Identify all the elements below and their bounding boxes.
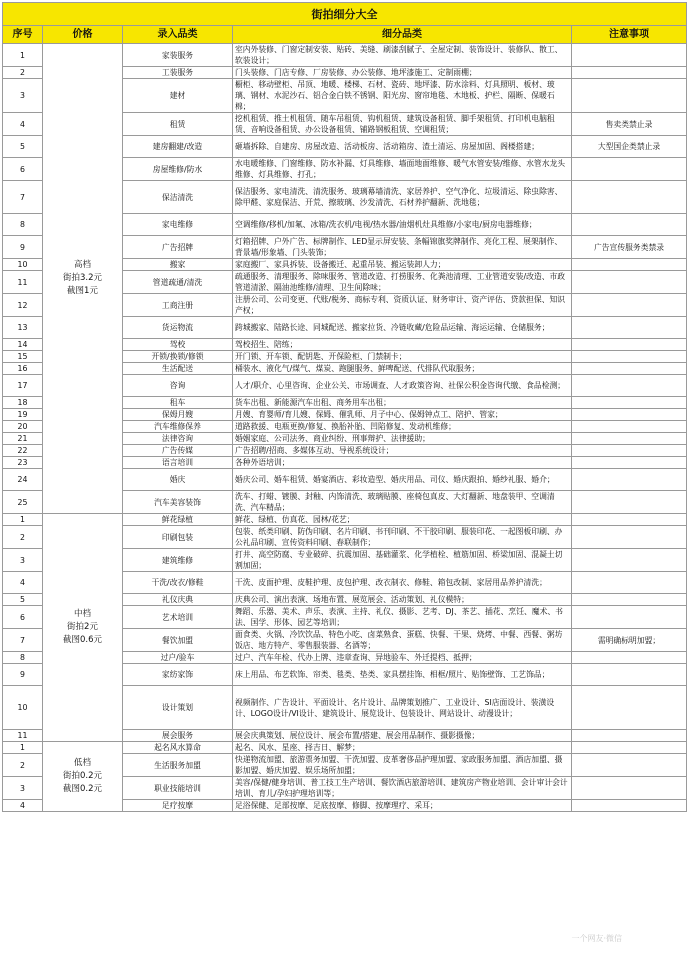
category-cell: 搬家 (123, 259, 233, 271)
subcategory-cell: 空调维修/移机/加氟、冰箱/洗衣机/电视/热水器/油烟机灶具维修/小家电/厨房电器维修； (233, 214, 572, 236)
category-cell: 房屋维修/防水 (123, 158, 233, 181)
note-cell (572, 514, 687, 526)
row-number: 25 (3, 491, 43, 514)
row-number: 2 (3, 526, 43, 549)
note-cell (572, 363, 687, 375)
note-cell (572, 594, 687, 606)
header-subcategory: 细分品类 (233, 26, 572, 44)
category-table (2, 2, 687, 812)
subcategory-cell: 各种外语培训； (233, 457, 572, 469)
row-number: 18 (3, 397, 43, 409)
note-cell (572, 67, 687, 79)
category-cell: 租车 (123, 397, 233, 409)
row-number: 8 (3, 214, 43, 236)
category-cell: 足疗按摩 (123, 800, 233, 812)
subcategory-cell: 水电暖维修、门窗维修、防水补漏、灯具维修、墙面地面维修、暖气水管安装/维修、水管水龙头维修、灯具维修、打孔； (233, 158, 572, 181)
category-cell: 干洗/改衣/修鞋 (123, 572, 233, 594)
subcategory-cell: 打井、高空防腐、专业破碎、抗震加固、基础灌浆、化学植栓、植筋加固、桥梁加固、混凝土切割加固； (233, 549, 572, 572)
row-number: 11 (3, 730, 43, 742)
note-cell (572, 79, 687, 113)
subcategory-cell: 过户、汽车年检、代办上牌、违章查询、异地验车、外迁提档、抵押； (233, 652, 572, 664)
row-number: 7 (3, 181, 43, 214)
note-cell (572, 445, 687, 457)
subcategory-cell: 面食类、火锅、冷饮饮品、特色小吃、卤菜熟食、蛋糕、快餐、干果、烧烤、中餐、西餐、粥坊饭店、地方特产、零售服装器、名酒等； (233, 629, 572, 652)
category-cell: 法律咨询 (123, 433, 233, 445)
note-cell (572, 457, 687, 469)
category-cell: 货运物流 (123, 317, 233, 339)
category-cell: 建材 (123, 79, 233, 113)
note-cell (572, 271, 687, 294)
category-cell: 咨询 (123, 375, 233, 397)
row-number: 3 (3, 79, 43, 113)
row-number: 12 (3, 294, 43, 317)
header-note: 注意事项 (572, 26, 687, 44)
subcategory-cell: 注册公司、公司变更、代账/税务、商标专利、资质认证、财务审计、资产评估、贷款担保、知识产权； (233, 294, 572, 317)
note-cell (572, 686, 687, 730)
note-cell (572, 754, 687, 777)
note-cell (572, 158, 687, 181)
watermark: 一个网友·微信 (571, 934, 622, 943)
row-number: 22 (3, 445, 43, 457)
row-number: 4 (3, 800, 43, 812)
note-cell (572, 259, 687, 271)
price-tier: 高档 街拍3.2元 截图1元 (43, 44, 123, 514)
table-row (3, 514, 687, 526)
subcategory-cell: 月嫂、育婴师/育儿嫂、保姆、催乳师、月子中心、保姆钟点工、陪护、管家； (233, 409, 572, 421)
category-cell: 建房翻建/改造 (123, 136, 233, 158)
subcategory-cell: 起名、风水、星座、择吉日、解梦； (233, 742, 572, 754)
subcategory-cell: 婚姻家庭、公司法务、商业纠纷、刑事辩护、法律援助； (233, 433, 572, 445)
row-number: 1 (3, 44, 43, 67)
subcategory-cell: 庆典公司、演出表演、场地布置、展览展会、活动策划、礼仪模特； (233, 594, 572, 606)
row-number: 5 (3, 594, 43, 606)
note-cell (572, 294, 687, 317)
subcategory-cell: 橱柜、移动壁柜、吊顶、地暖、楼梯、石材、瓷砖、地坪漆、防水涂料、灯具照明、板材、玻璃、钢材、水泥沙石、铝合金白铁不锈钢、阳光房、窗帘地毯、木地板、护栏、隔断、保暖石棉； (233, 79, 572, 113)
subcategory-cell: 广告招聘/招商、多媒体互动、导视系统设计； (233, 445, 572, 457)
header-no: 序号 (3, 26, 43, 44)
row-number: 10 (3, 686, 43, 730)
subcategory-cell: 床上用品、布艺软饰、帘类、毯类、垫类、家具摆挂饰、相框/照片、贴饰壁饰、工艺饰品； (233, 664, 572, 686)
subcategory-cell: 桶装水、液化气/煤气、煤炭、跑腿服务、鲜啤配送、代排队代取服务； (233, 363, 572, 375)
subcategory-cell: 挖机租赁、推土机租赁、随车吊租赁、钩机租赁、建筑设备租赁、脚手架租赁、打印机电脑租赁、音响设备租赁、办公设备租赁、铺路钢板租赁、空调租赁； (233, 113, 572, 136)
row-number: 21 (3, 433, 43, 445)
row-number: 10 (3, 259, 43, 271)
row-number: 7 (3, 629, 43, 652)
subcategory-cell: 跨城搬家、陆路长途、同城配送、搬家拉货、冷链收藏/危险品运输、海运运输、仓储服务； (233, 317, 572, 339)
category-cell: 过户/验车 (123, 652, 233, 664)
subcategory-cell: 保洁服务、家电清洗、清洗服务、玻璃幕墙清洗、家居养护、空气净化、垃圾清运、除虫除害、除甲醛、家庭保洁、开荒、擦玻璃、沙发清洗、石材养护翻新、洗地毯； (233, 181, 572, 214)
row-number: 23 (3, 457, 43, 469)
row-number: 19 (3, 409, 43, 421)
note-cell (572, 44, 687, 67)
row-number: 9 (3, 236, 43, 259)
sheet-title: 街拍细分大全 (3, 3, 687, 26)
note-cell (572, 606, 687, 629)
note-cell (572, 214, 687, 236)
category-cell: 汽车美容装饰 (123, 491, 233, 514)
subcategory-cell: 砸墙拆除、自建房、房屋改造、活动板房、活动箱房、渣土清运、房屋加固、阁楼搭建； (233, 136, 572, 158)
category-cell: 职业技能培训 (123, 777, 233, 800)
row-number: 6 (3, 158, 43, 181)
subcategory-cell: 快递物流加盟、旅游票务加盟、干洗加盟、皮革奢侈品护理加盟、家政服务加盟、酒店加盟、摄影加盟、婚庆加盟、娱乐场所加盟； (233, 754, 572, 777)
category-cell: 婚庆 (123, 469, 233, 491)
note-cell (572, 339, 687, 351)
category-cell: 租赁 (123, 113, 233, 136)
row-number: 2 (3, 754, 43, 777)
spreadsheet (2, 2, 686, 812)
subcategory-cell: 灯箱招牌、户外广告、标牌制作、LED显示屏安装、条幅锦旗奖牌制作、亮化工程、展架制作、背景墙/形象墙、门头装饰； (233, 236, 572, 259)
note-cell (572, 549, 687, 572)
note-cell (572, 572, 687, 594)
note-cell (572, 526, 687, 549)
note-cell (572, 351, 687, 363)
category-cell: 保洁清洗 (123, 181, 233, 214)
subcategory-cell: 展会庆典策划、展位设计、展会布置/搭建、展会用品制作、摄影摄像； (233, 730, 572, 742)
note-cell (572, 469, 687, 491)
note-cell: 售卖类禁止录 (572, 113, 687, 136)
row-number: 24 (3, 469, 43, 491)
note-cell (572, 181, 687, 214)
row-number: 1 (3, 514, 43, 526)
subcategory-cell: 开门锁、开车锁、配钥匙、开保险柜、门禁制卡； (233, 351, 572, 363)
row-number: 14 (3, 339, 43, 351)
row-number: 4 (3, 572, 43, 594)
category-cell: 汽车维修保养 (123, 421, 233, 433)
subcategory-cell: 包装、纸类印刷、防伪印刷、名片印刷、书刊印刷、不干胶印刷、服装印花、一起图板印刷、办公礼品印刷、宣传资料印刷、春联制作； (233, 526, 572, 549)
note-cell: 需明确标明加盟； (572, 629, 687, 652)
subcategory-cell: 视频制作、广告设计、平面设计、名片设计、品牌策划推广、工业设计、SI店面设计、装潢设计、LOGO设计/VI设计、建筑设计、展览设计、包装设计、网站设计、动漫设计； (233, 686, 572, 730)
note-cell (572, 409, 687, 421)
note-cell (572, 652, 687, 664)
row-number: 9 (3, 664, 43, 686)
subcategory-cell: 鲜花、绿植、仿真花、园林/花艺； (233, 514, 572, 526)
category-cell: 设计策划 (123, 686, 233, 730)
row-number: 11 (3, 271, 43, 294)
category-cell: 工商注册 (123, 294, 233, 317)
note-cell (572, 375, 687, 397)
subcategory-cell: 足浴保健、足部按摩、足底按摩、修脚、按摩理疗、采耳； (233, 800, 572, 812)
category-cell: 驾校 (123, 339, 233, 351)
category-cell: 礼仪庆典 (123, 594, 233, 606)
subcategory-cell: 舞蹈、乐器、美术、声乐、表演、主持、礼仪、摄影、艺考、DJ、茶艺、插花、烹饪、魔术、书法、国学、形体、园艺等培训； (233, 606, 572, 629)
row-number: 15 (3, 351, 43, 363)
note-cell (572, 777, 687, 800)
row-number: 20 (3, 421, 43, 433)
subcategory-cell: 婚庆公司、婚车租赁、婚宴酒店、彩妆造型、婚庆用品、司仪、婚庆跟拍、婚纱礼服、婚介； (233, 469, 572, 491)
category-cell: 家纺家饰 (123, 664, 233, 686)
subcategory-cell: 疏通服务、清理服务、除味服务、管道改造、打捞服务、化粪池清理、工业管道安装/改造、市政管道清淤、隔油池维修/清理、卫生间除味； (233, 271, 572, 294)
note-cell (572, 730, 687, 742)
category-cell: 开锁/换锁/修锁 (123, 351, 233, 363)
category-cell: 餐饮加盟 (123, 629, 233, 652)
subcategory-cell: 驾校招生、陪练； (233, 339, 572, 351)
subcategory-cell: 室内外装修、门窗定制安装、贴砖、美缝、刷漆刮腻子、全屋定制、装饰设计、装修队、散工、软装设计； (233, 44, 572, 67)
subcategory-cell: 家庭搬厂、家具拆装、设备搬迁、起重吊装、搬运装卸人力； (233, 259, 572, 271)
note-cell (572, 800, 687, 812)
row-number: 3 (3, 777, 43, 800)
note-cell (572, 433, 687, 445)
category-cell: 管道疏通/清洗 (123, 271, 233, 294)
note-cell (572, 421, 687, 433)
category-cell: 印刷包装 (123, 526, 233, 549)
note-cell: 广告宣传服务类禁录 (572, 236, 687, 259)
category-cell: 保姆月嫂 (123, 409, 233, 421)
note-cell (572, 397, 687, 409)
row-number: 5 (3, 136, 43, 158)
category-cell: 鲜花绿植 (123, 514, 233, 526)
row-number: 13 (3, 317, 43, 339)
row-number: 8 (3, 652, 43, 664)
category-cell: 语言培训 (123, 457, 233, 469)
table-row (3, 742, 687, 754)
category-cell: 生活服务加盟 (123, 754, 233, 777)
header-category: 录入品类 (123, 26, 233, 44)
category-cell: 家电维修 (123, 214, 233, 236)
row-number: 1 (3, 742, 43, 754)
note-cell (572, 317, 687, 339)
category-cell: 广告招牌 (123, 236, 233, 259)
category-cell: 广告传媒 (123, 445, 233, 457)
subcategory-cell: 美容/保健/健身培训、普工技工生产培训、餐饮酒店旅游培训、建筑房产物业培训、会计审计会计培训、育儿/孕妇护理培训等； (233, 777, 572, 800)
note-cell: 大型国企类禁止录 (572, 136, 687, 158)
category-cell: 生活配送 (123, 363, 233, 375)
row-number: 16 (3, 363, 43, 375)
row-number: 17 (3, 375, 43, 397)
category-cell: 展会服务 (123, 730, 233, 742)
subcategory-cell: 洗车、打蜡、镀膜、封釉、内饰清洗、玻璃贴膜、座椅包真皮、大灯翻新、地盘装甲、空调清洗、汽车精品； (233, 491, 572, 514)
row-number: 2 (3, 67, 43, 79)
subcategory-cell: 门头装修、门店专修、厂房装修、办公装修、地坪漆施工、定制雨棚； (233, 67, 572, 79)
table-row (3, 44, 687, 67)
category-cell: 起名风水算命 (123, 742, 233, 754)
subcategory-cell: 干洗、皮面护理、皮鞋护理、皮包护理、改衣制衣、修鞋、箱包改制、家居用品养护清洗； (233, 572, 572, 594)
price-tier: 低档 街拍0.2元 截图0.2元 (43, 742, 123, 812)
header-price: 价格 (43, 26, 123, 44)
category-cell: 建筑维修 (123, 549, 233, 572)
subcategory-cell: 人才/职介、心里咨询、企业公关、市场调查、人才政策咨询、社保公积金咨询代缴、食品检测； (233, 375, 572, 397)
note-cell (572, 664, 687, 686)
subcategory-cell: 道路救援、电瓶更换/修复、换胎补胎、凹陷修复、发动机维修； (233, 421, 572, 433)
category-cell: 艺术培训 (123, 606, 233, 629)
row-number: 4 (3, 113, 43, 136)
row-number: 3 (3, 549, 43, 572)
row-number: 6 (3, 606, 43, 629)
category-cell: 家装服务 (123, 44, 233, 67)
subcategory-cell: 货车出租、新能源汽车出租、商务用车出租； (233, 397, 572, 409)
note-cell (572, 742, 687, 754)
category-cell: 工装服务 (123, 67, 233, 79)
price-tier: 中档 街拍2元 截图0.6元 (43, 514, 123, 742)
note-cell (572, 491, 687, 514)
